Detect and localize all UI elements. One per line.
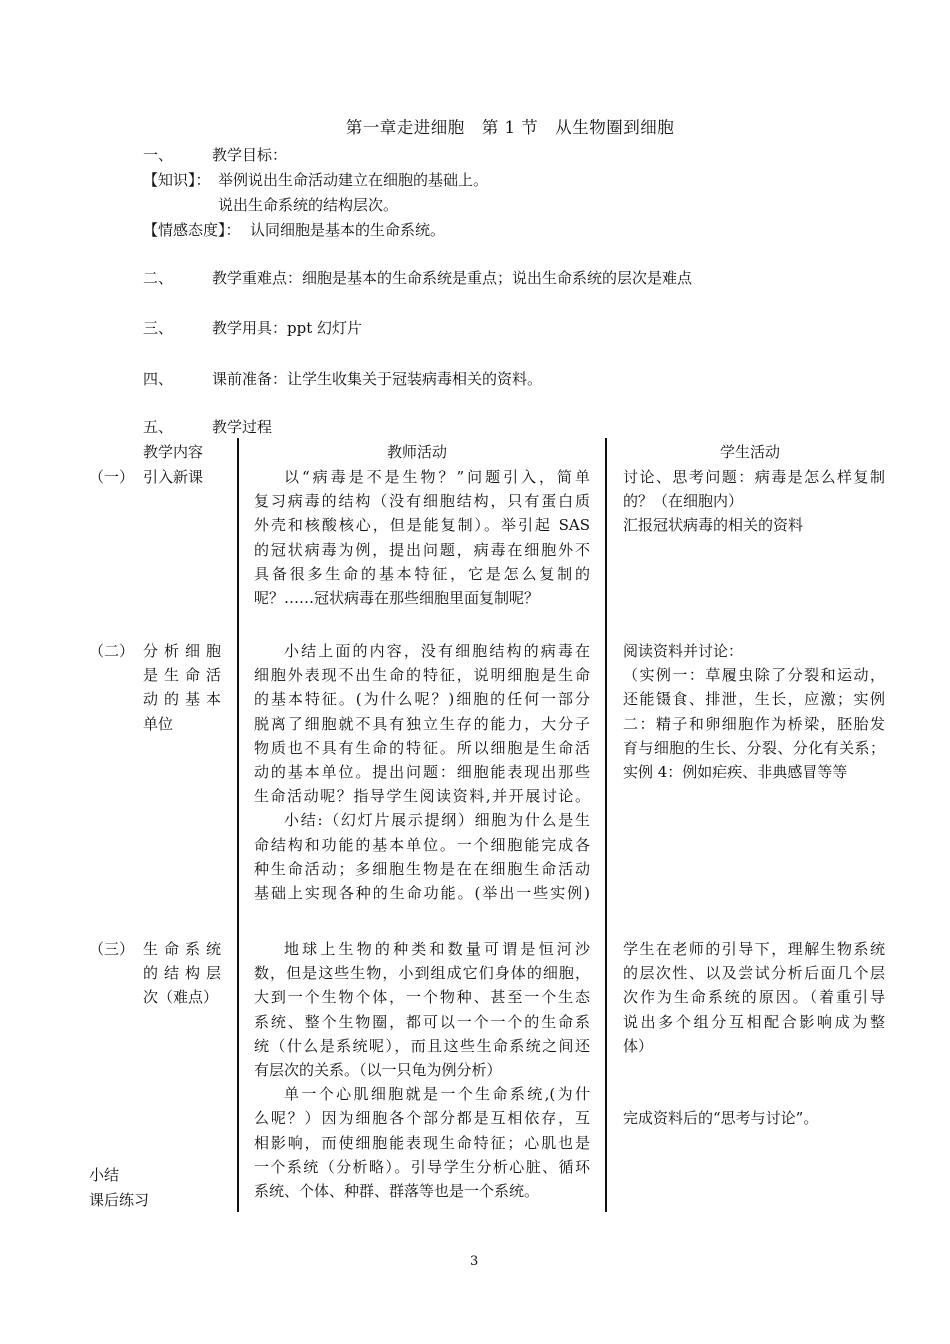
row-1-teacher-line: 外壳和核酸核心，但是能复制）。举引起 SAS xyxy=(254,516,590,535)
row-3-teacher-line: 大到一个生物个体，一个物种、甚至一个生态 xyxy=(254,988,590,1007)
row-3-student-line: 次作为生命系统的原因。（着重引导 xyxy=(623,988,885,1007)
row-3-student-line: 学生在老师的引导下，理解生物系统 xyxy=(623,940,885,958)
row-3-teacher-line: 地球上生物的种类和数量可谓是恒河沙 xyxy=(284,940,590,958)
header-teacher: 教师活动 xyxy=(387,443,448,461)
row-2-teacher-line: 小结:（幻灯片展示提纲）细胞为什么是生 xyxy=(284,811,590,830)
row-2-student-line: （实例一：草履虫除了分裂和运动， xyxy=(623,666,885,685)
knowledge-tag: 【知识】： xyxy=(143,171,211,189)
row-2-content-line: 单位 xyxy=(143,714,174,733)
section-3-number: 三、 xyxy=(143,319,174,337)
row-1-student-line: 的？（在细胞内） xyxy=(623,492,744,511)
homework-label: 课后练习 xyxy=(89,1191,150,1209)
row-1-student-line: 汇报冠状病毒的相关的资料 xyxy=(623,516,804,535)
row-3-student-line: 的层次性、以及尝试分析后面几个层 xyxy=(623,964,885,983)
row-1-teacher-line: 呢？……冠状病毒在那些细胞里面复制呢？ xyxy=(254,589,540,608)
row-2-content-line: 动的基本 xyxy=(143,690,221,709)
row-2-teacher xyxy=(254,639,590,905)
section-4-text: 课前准备：让学生收集关于冠装病毒相关的资料。 xyxy=(212,370,543,388)
row-3-content-line: 的结构层 xyxy=(143,964,221,983)
row-1-number: （一） xyxy=(89,468,135,486)
row-1-teacher-line: 具备很多生命的基本特征，它是怎么复制的 xyxy=(254,564,590,583)
row-1-content-line: 引入新课 xyxy=(143,468,204,486)
row-2-teacher-line: 小结上面的内容，没有细胞结构的病毒在 xyxy=(284,642,590,660)
row-3-teacher-line: 么呢？）因为细胞各个部分都是互相依存，互 xyxy=(254,1109,590,1128)
row-1-student-line: 讨论、思考问题：病毒是怎么样复制 xyxy=(623,468,885,486)
row-2-student-line: 实例 4：例如疟疾、非典感冒等等 xyxy=(623,763,848,782)
row-3-student-line: 完成资料后的“思考与讨论”。 xyxy=(623,1109,819,1128)
section-4-number: 四、 xyxy=(143,370,174,388)
row-2-teacher-line: 的基本特征。(为什么呢？)细胞的任何一部分 xyxy=(254,690,590,709)
row-1-teacher-line: 复习病毒的结构（没有细胞结构，只有蛋白质 xyxy=(254,492,590,511)
column-divider-right xyxy=(605,438,607,1212)
row-2-teacher-line: 细胞外表现不出生命的特征，说明细胞是生命 xyxy=(254,666,590,685)
row-1-teacher-line: 的冠状病毒为例，提出问题，病毒在细胞外不 xyxy=(254,540,590,559)
row-3-teacher-line: 数，但是这些生物，小到组成它们身体的细胞， xyxy=(254,964,590,983)
row-1-content xyxy=(143,465,223,489)
section-2-text: 教学重难点：细胞是基本的生命系统是重点；说出生命系统的层次是难点 xyxy=(212,269,693,287)
header-student: 学生活动 xyxy=(720,443,781,461)
row-2-teacher-line: 生命活动呢？指导学生阅读资料,并开展讨论。 xyxy=(254,787,590,806)
row-3-teacher-line: 统（什么是系统呢），而且这些生命系统之间还 xyxy=(254,1036,590,1055)
row-3-number: （三） xyxy=(89,940,135,958)
knowledge-item-2: 说出生命系统的结构层次。 xyxy=(218,196,399,214)
section-1-number: 一、 xyxy=(143,146,174,164)
row-2-teacher-line: 命结构和功能的基本单位。一个细胞能完成各 xyxy=(254,835,590,854)
knowledge-item-1: 举例说出生命活动建立在细胞的基础上。 xyxy=(218,171,489,189)
row-3-teacher xyxy=(254,937,590,1203)
row-2-student-line: 二：精子和卵细胞作为桥梁，胚胎发 xyxy=(623,714,885,733)
row-1-teacher-line: 以“病毒是不是生物？”问题引入，简单 xyxy=(284,468,590,486)
row-3-student-line xyxy=(623,1082,885,1106)
row-2-teacher-line: 脱离了细胞就不具有独立生存的能力，大分子 xyxy=(254,714,590,733)
row-2-student-line: 育与细胞的生长、分裂、分化有关系； xyxy=(623,738,885,757)
row-2-teacher-line: 物质也不具有生命的特征。所以细胞是生命活 xyxy=(254,738,590,757)
section-2-number: 二、 xyxy=(143,269,174,287)
row-2-student xyxy=(623,639,885,784)
row-2-student-line: 阅读资料并讨论： xyxy=(623,642,744,660)
row-3-teacher-line: 相影响，而使细胞能表现生命特征；心肌也是 xyxy=(254,1133,590,1152)
row-2-teacher-line: 动的基本单位。提出问题：细胞能表现出那些 xyxy=(254,763,590,782)
row-3-student-line xyxy=(623,1058,885,1082)
row-3-content xyxy=(143,937,221,1010)
row-2-content-line: 是生命活 xyxy=(143,666,221,685)
row-3-teacher-line: 单一个心肌细胞就是一个生命系统,(为什 xyxy=(284,1085,590,1104)
page-title: 第一章走进细胞 第 1 节 从生物圈到细胞 xyxy=(345,118,675,137)
emotion-tag: 【情感态度】： xyxy=(143,221,241,239)
row-1-student xyxy=(623,465,885,538)
section-3-text: 教学用具：ppt 幻灯片 xyxy=(212,319,363,337)
section-5-number: 五、 xyxy=(143,418,174,436)
page-number: 3 xyxy=(470,1254,479,1269)
row-3-student-line: 体） xyxy=(623,1036,654,1055)
row-2-student-line: 还能镊食、排泄，生长，应激；实例 xyxy=(623,690,885,709)
row-3-content-line: 生命系统 xyxy=(143,940,221,958)
row-3-teacher-line: 系统、整个生物圈，都可以一个一个的生命系 xyxy=(254,1012,590,1031)
row-2-number: （二） xyxy=(89,642,135,660)
row-1-teacher xyxy=(254,465,590,610)
row-2-content-line: 分析细胞 xyxy=(143,642,221,660)
row-3-student-line: 说出多个组分互相配合影响成为整 xyxy=(623,1012,885,1031)
row-3-student xyxy=(623,937,885,1131)
column-divider-left xyxy=(237,438,239,1212)
row-2-teacher-line: 种生命活动；多细胞生物是在在细胞生命活动 xyxy=(254,859,590,878)
row-3-content-line: 次（难点） xyxy=(143,988,219,1007)
row-3-teacher-line: 有层次的关系。（以一只龟为例分析） xyxy=(254,1061,502,1080)
header-content: 教学内容 xyxy=(143,443,204,461)
emotion-text: 认同细胞是基本的生命系统。 xyxy=(250,221,446,239)
summary-label: 小结 xyxy=(89,1166,120,1184)
row-3-teacher-line: 系统、个体、种群、群落等也是一个系统。 xyxy=(254,1182,540,1201)
row-2-teacher-line: 基础上实现各种的生命功能。(举出一些实例) xyxy=(254,884,590,903)
row-2-content xyxy=(143,639,221,736)
row-3-teacher-line: 一个系统（分析略）。引导学生分析心脏、循环 xyxy=(254,1157,590,1176)
section-1-text: 教学目标： xyxy=(212,146,288,164)
section-5-text: 教学过程 xyxy=(212,418,273,436)
